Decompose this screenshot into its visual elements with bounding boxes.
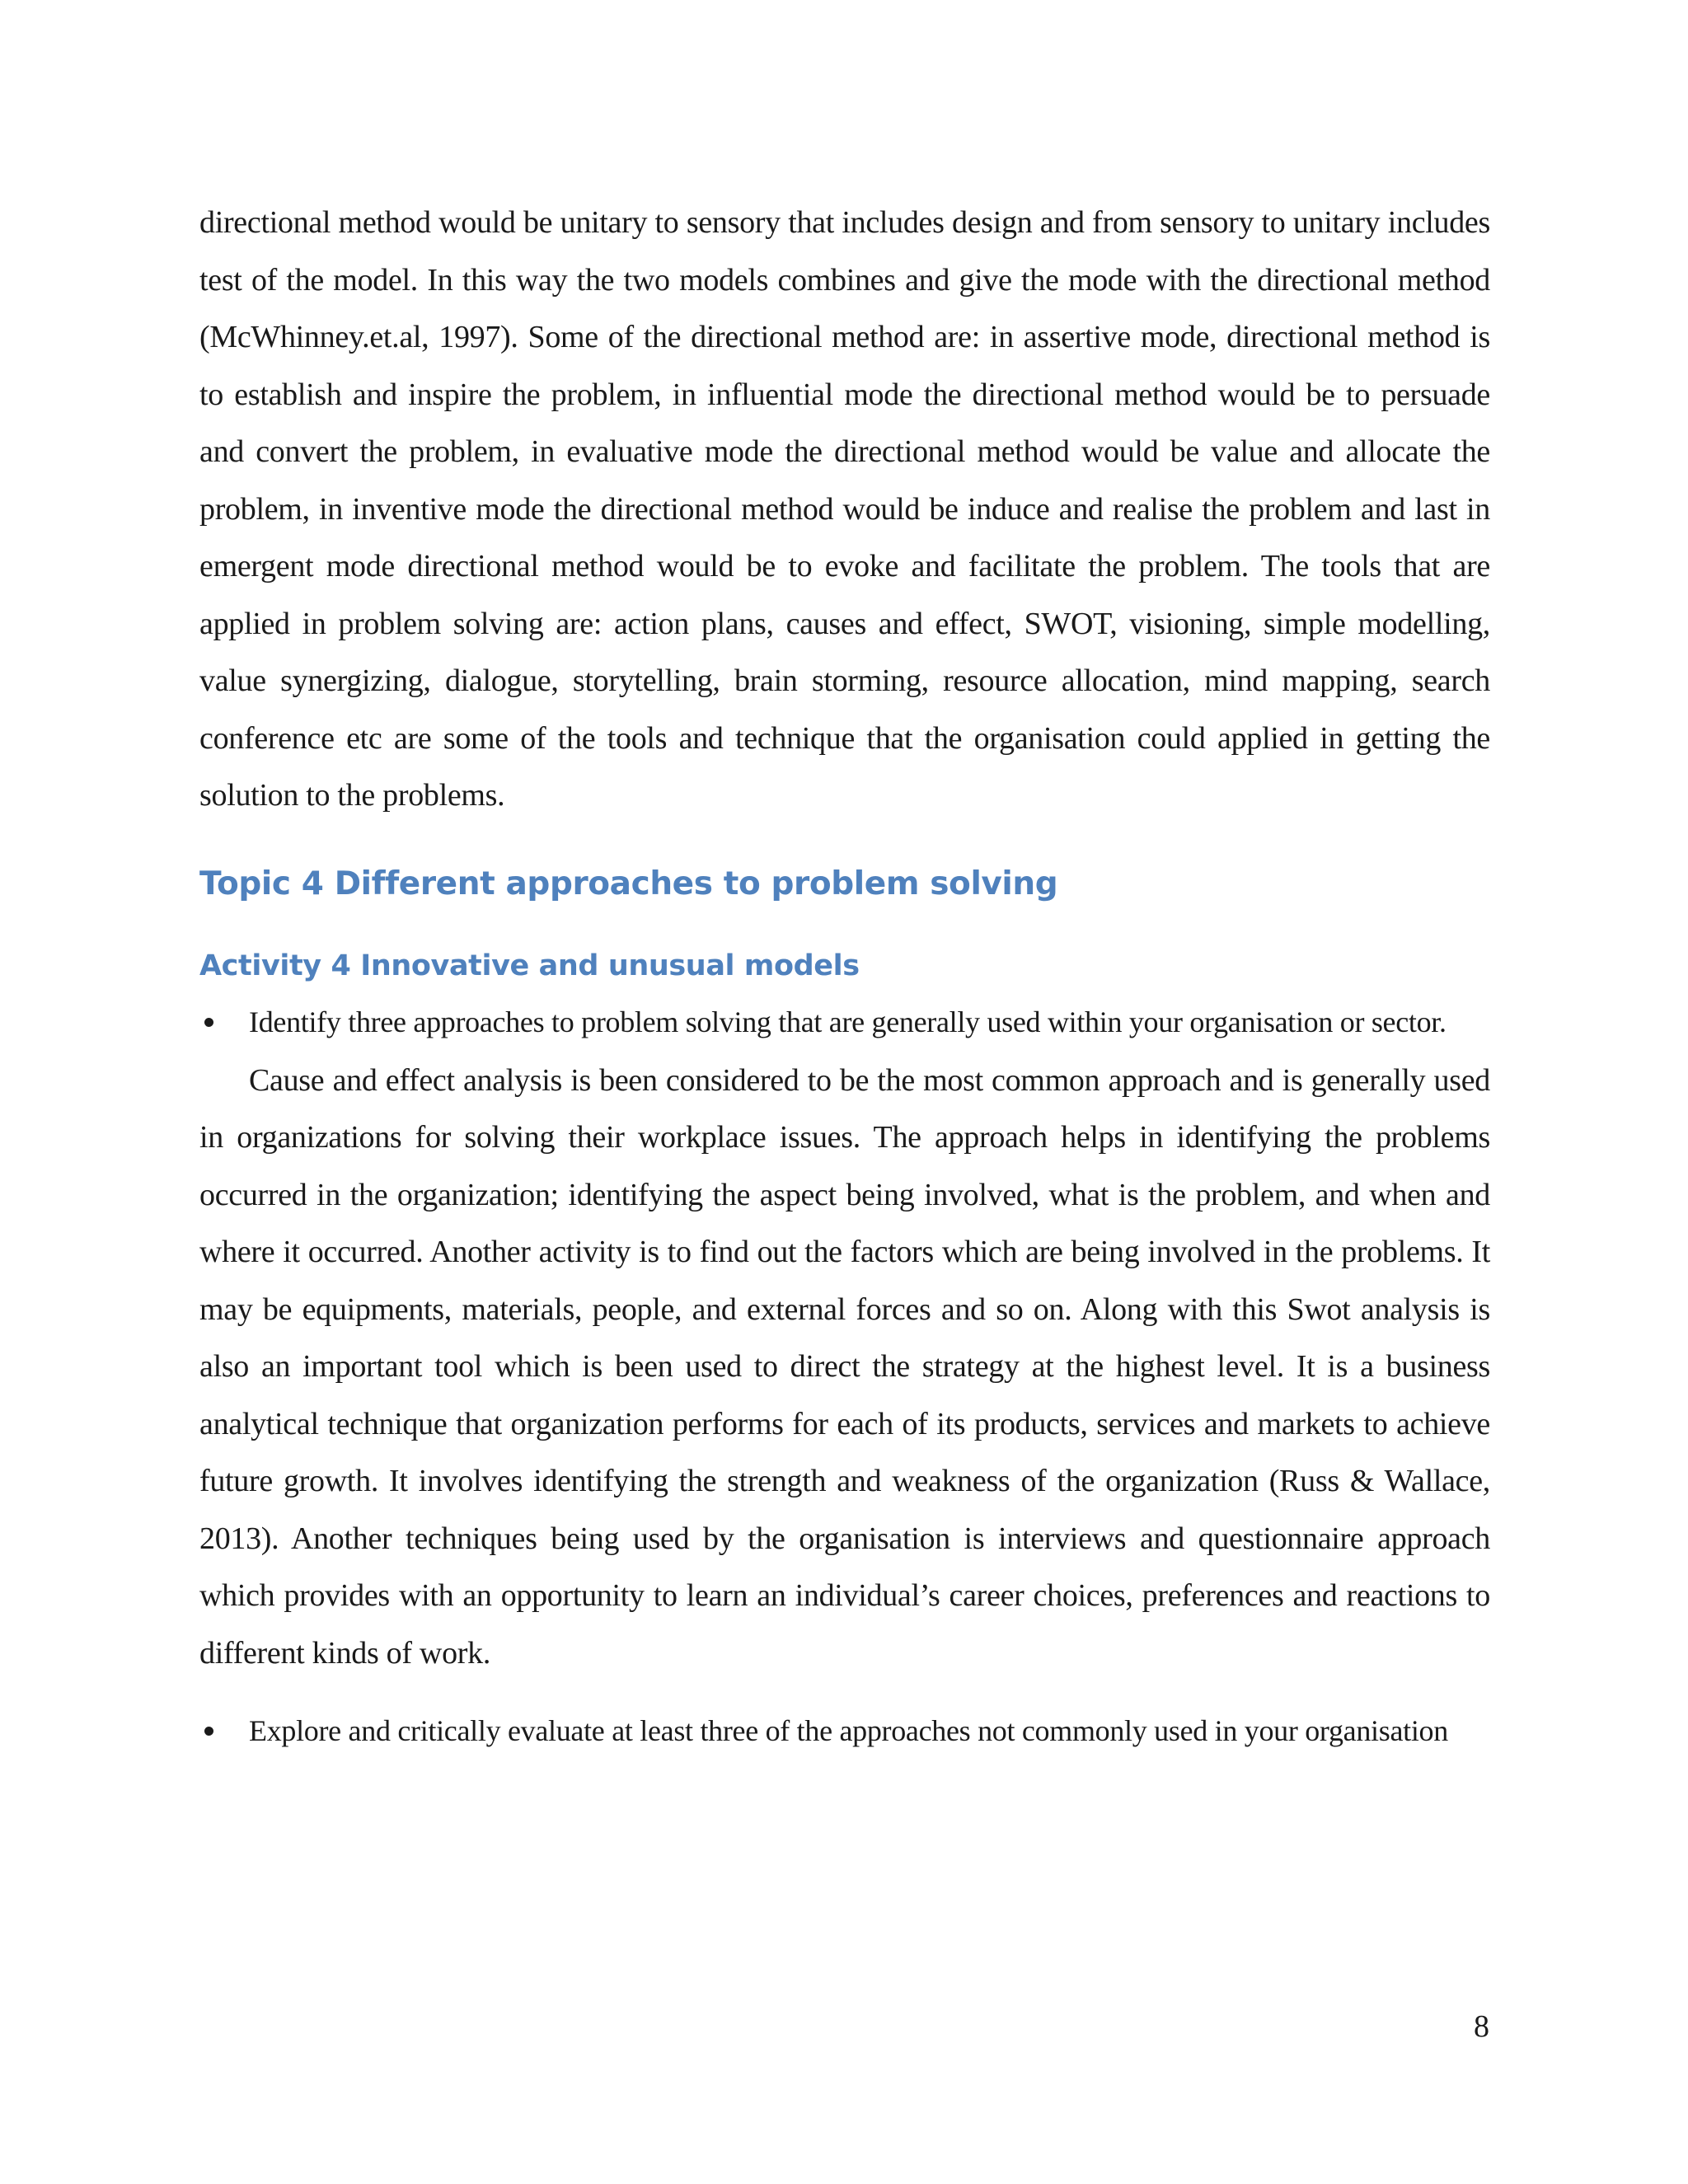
body-paragraph: Cause and effect analysis is been considered to be the most common approach and is generally used in organizations for solving their workplace issues. The approach helps in identifying the problems occurred in the organization; identifying the aspect being involved, what is the problem, and when and where it occurred. Another activity is to find out the factors which are being involved in the problems. It may be equipments, materials, people, and external forces and so on. Along with this Swot analysis is also an important tool which is been used to direct the strategy at the highest level. It is a business analytical technique that organization performs for each of its products, services and markets to achieve future growth. It involves identifying the strength and weakness of the organization (Russ & Wallace, 2013). Another techniques being used by the organisation is interviews and questionnaire approach which provides with an opportunity to learn an individual’s career choices, preferences and reactions to different kinds of work.: [199, 1062, 1490, 1671]
bullet-text: Identify three approaches to problem solving that are generally used within your organisation or sector.: [249, 1005, 1447, 1038]
document-body: [199, 194, 1490, 1758]
bullet-item: [199, 1704, 1490, 1758]
bullet-icon: [204, 1018, 213, 1027]
bullet-item: [199, 995, 1490, 1049]
bullet-icon: [204, 1727, 213, 1736]
body-paragraph: directional method would be unitary to sensory that includes design and from sensory to unitary includes test of the model. In this way the two models combines and give the mode with the directional method (McWhinney.et.al, 1997). Some of the directional method are: in assertive mode, directional method is to establish and inspire the problem, in influential mode the directional method would be to persuade and convert the problem, in evaluative mode the directional method would be value and allocate the problem, in inventive mode the directional method would be induce and realise the problem and last in emergent mode directional method would be to evoke and facilitate the problem. The tools that are applied in problem solving are: action plans, causes and effect, SWOT, visioning, simple modelling, value synergizing, dialogue, storytelling, brain storming, resource allocation, mind mapping, search conference etc are some of the tools and technique that the organisation could applied in getting the solution to the problems.: [199, 205, 1490, 813]
activity-heading: Activity 4 Innovative and unusual models: [199, 949, 860, 982]
page-number: 8: [1474, 2009, 1489, 2044]
topic-heading: Topic 4 Different approaches to problem solving: [199, 865, 1058, 902]
bullet-text: Explore and critically evaluate at least three of the approaches not commonly used in your organisation: [249, 1714, 1448, 1747]
